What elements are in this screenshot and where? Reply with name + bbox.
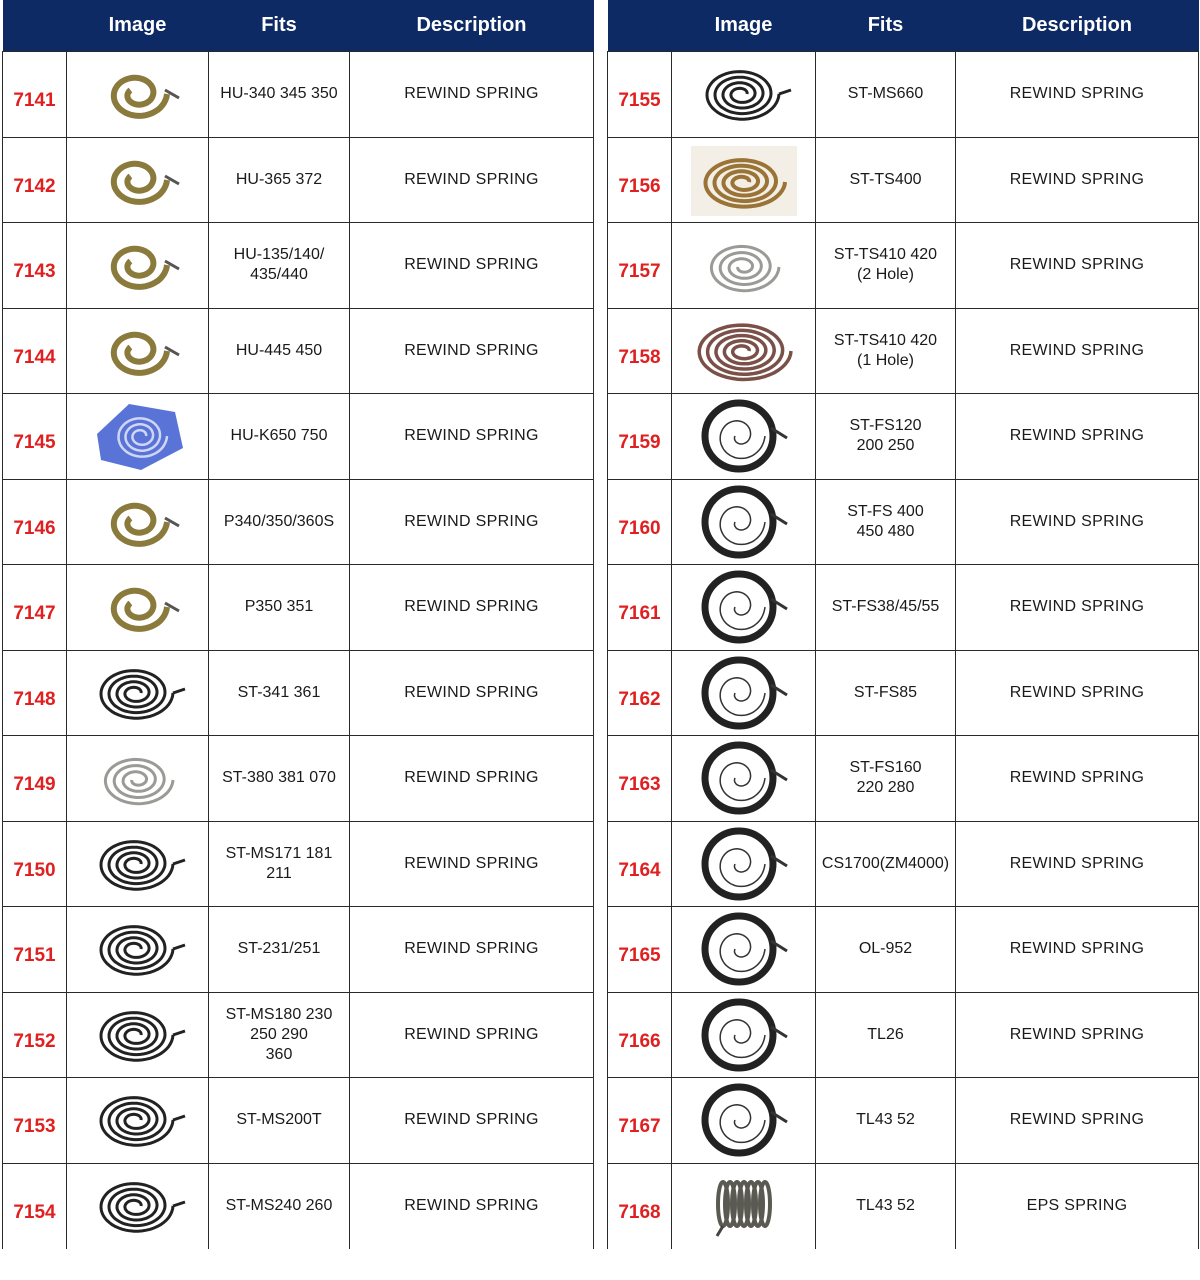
part-description: REWIND SPRING (956, 394, 1199, 480)
part-description: REWIND SPRING (350, 52, 594, 138)
part-code: 7151 (3, 907, 67, 993)
part-code: 7156 (608, 137, 672, 223)
table-row (3, 1078, 594, 1164)
part-description: REWIND SPRING (956, 479, 1199, 565)
part-image (67, 223, 209, 309)
table-row (608, 907, 1199, 993)
part-fits: ST-FS85 (816, 650, 956, 736)
silver-spring-icon (689, 227, 799, 303)
table-row (608, 52, 1199, 138)
table-row (608, 479, 1199, 565)
header-code (608, 0, 672, 52)
table-row (3, 992, 594, 1078)
table-header-row (3, 0, 594, 52)
part-fits: ST-MS240 260 (209, 1163, 350, 1249)
part-fits: ST-380 381 070 (209, 736, 350, 822)
table-row (608, 992, 1199, 1078)
black-spring-icon (83, 655, 193, 731)
table-row (608, 650, 1199, 736)
part-image (672, 1163, 816, 1249)
part-image (67, 52, 209, 138)
black-spring-icon (689, 56, 799, 132)
brass-spring-icon (83, 484, 193, 560)
open-black-spring-icon (689, 997, 799, 1073)
table-row (608, 223, 1199, 309)
part-description: REWIND SPRING (956, 52, 1199, 138)
table-row (608, 736, 1199, 822)
parts-table-right (607, 0, 1199, 1249)
part-description: REWIND SPRING (350, 308, 594, 394)
part-fits: ST-FS160 220 280 (816, 736, 956, 822)
part-description: REWIND SPRING (956, 907, 1199, 993)
part-code: 7165 (608, 907, 672, 993)
brass-spring-icon (83, 313, 193, 389)
part-description: REWIND SPRING (350, 394, 594, 480)
part-image (672, 565, 816, 651)
part-code: 7146 (3, 479, 67, 565)
part-fits: ST-FS 400 450 480 (816, 479, 956, 565)
open-black-spring-icon (689, 740, 799, 816)
part-code: 7168 (608, 1163, 672, 1249)
blue-spring-cassette-icon (83, 398, 193, 474)
table-row (3, 565, 594, 651)
table-row (3, 137, 594, 223)
part-description: REWIND SPRING (956, 650, 1199, 736)
part-fits: ST-TS410 420 (1 Hole) (816, 308, 956, 394)
part-code: 7159 (608, 394, 672, 480)
part-description: REWIND SPRING (350, 1078, 594, 1164)
part-fits: ST-MS180 230 250 290 360 (209, 992, 350, 1078)
part-fits: ST-TS410 420 (2 Hole) (816, 223, 956, 309)
part-image (67, 650, 209, 736)
part-code: 7145 (3, 394, 67, 480)
open-black-spring-icon (689, 484, 799, 560)
table-row (608, 394, 1199, 480)
part-fits: ST-FS120 200 250 (816, 394, 956, 480)
part-fits: ST-FS38/45/55 (816, 565, 956, 651)
part-description: REWIND SPRING (956, 308, 1199, 394)
part-code: 7149 (3, 736, 67, 822)
part-code: 7161 (608, 565, 672, 651)
part-code: 7144 (3, 308, 67, 394)
part-fits: CS1700(ZM4000) (816, 821, 956, 907)
part-fits: ST-MS171 181 211 (209, 821, 350, 907)
table-row (3, 821, 594, 907)
table-row (608, 137, 1199, 223)
part-code: 7158 (608, 308, 672, 394)
part-image (67, 821, 209, 907)
table-header-row (608, 0, 1199, 52)
part-code: 7157 (608, 223, 672, 309)
part-description: REWIND SPRING (350, 821, 594, 907)
part-description: REWIND SPRING (350, 137, 594, 223)
gold-spring-icon (689, 142, 799, 218)
part-code: 7154 (3, 1163, 67, 1249)
coil-spring-icon (689, 1168, 799, 1244)
part-code: 7141 (3, 52, 67, 138)
part-image (672, 394, 816, 480)
part-fits: HU-445 450 (209, 308, 350, 394)
part-description: REWIND SPRING (350, 907, 594, 993)
part-image (672, 821, 816, 907)
part-code: 7162 (608, 650, 672, 736)
part-fits: HU-365 372 (209, 137, 350, 223)
part-image (67, 1078, 209, 1164)
part-code: 7152 (3, 992, 67, 1078)
table-row (608, 821, 1199, 907)
black-spring-icon (83, 826, 193, 902)
open-black-spring-icon (689, 655, 799, 731)
part-code: 7143 (3, 223, 67, 309)
part-description: REWIND SPRING (350, 565, 594, 651)
part-code: 7167 (608, 1078, 672, 1164)
header-description: Description (350, 0, 594, 52)
header-fits: Fits (209, 0, 350, 52)
part-code: 7153 (3, 1078, 67, 1164)
part-fits: P340/350/360S (209, 479, 350, 565)
brass-spring-icon (83, 569, 193, 645)
brass-spring-icon (83, 56, 193, 132)
part-code: 7147 (3, 565, 67, 651)
part-code: 7142 (3, 137, 67, 223)
part-fits: ST-MS660 (816, 52, 956, 138)
part-description: REWIND SPRING (350, 479, 594, 565)
part-image (672, 992, 816, 1078)
table-row (3, 308, 594, 394)
black-spring-icon (83, 997, 193, 1073)
open-black-spring-icon (689, 826, 799, 902)
part-code: 7150 (3, 821, 67, 907)
header-code (3, 0, 67, 52)
brass-spring-icon (83, 227, 193, 303)
part-fits: HU-135/140/ 435/440 (209, 223, 350, 309)
part-description: REWIND SPRING (350, 992, 594, 1078)
header-image: Image (672, 0, 816, 52)
part-image (672, 137, 816, 223)
part-description: REWIND SPRING (956, 736, 1199, 822)
part-code: 7163 (608, 736, 672, 822)
part-image (67, 308, 209, 394)
part-description: REWIND SPRING (956, 565, 1199, 651)
brass-spring-icon (83, 142, 193, 218)
part-description: EPS SPRING (956, 1163, 1199, 1249)
part-fits: ST-TS400 (816, 137, 956, 223)
open-black-spring-icon (689, 911, 799, 987)
table-row (3, 907, 594, 993)
table-row (3, 394, 594, 480)
part-description: REWIND SPRING (956, 992, 1199, 1078)
part-description: REWIND SPRING (956, 1078, 1199, 1164)
part-description: REWIND SPRING (350, 1163, 594, 1249)
header-description: Description (956, 0, 1199, 52)
part-code: 7166 (608, 992, 672, 1078)
part-image (672, 736, 816, 822)
table-row (3, 1163, 594, 1249)
part-fits: ST-341 361 (209, 650, 350, 736)
open-black-spring-icon (689, 569, 799, 645)
table-row (608, 308, 1199, 394)
black-spring-icon (83, 1082, 193, 1158)
part-image (67, 394, 209, 480)
part-image (67, 1163, 209, 1249)
part-image (672, 308, 816, 394)
part-description: REWIND SPRING (956, 223, 1199, 309)
part-fits: ST-MS200T (209, 1078, 350, 1164)
part-code: 7148 (3, 650, 67, 736)
part-fits: TL43 52 (816, 1078, 956, 1164)
table-row (608, 1163, 1199, 1249)
copper-spring-icon (689, 313, 799, 389)
part-image (672, 223, 816, 309)
part-description: REWIND SPRING (350, 223, 594, 309)
open-black-spring-icon (689, 398, 799, 474)
header-image: Image (67, 0, 209, 52)
part-image (67, 736, 209, 822)
part-image (672, 907, 816, 993)
part-description: REWIND SPRING (956, 821, 1199, 907)
table-row (3, 223, 594, 309)
black-spring-icon (83, 911, 193, 987)
part-description: REWIND SPRING (956, 137, 1199, 223)
table-row (3, 52, 594, 138)
part-fits: P350 351 (209, 565, 350, 651)
part-description: REWIND SPRING (350, 736, 594, 822)
part-fits: HU-340 345 350 (209, 52, 350, 138)
table-row (3, 736, 594, 822)
part-fits: HU-K650 750 (209, 394, 350, 480)
table-row (3, 650, 594, 736)
table-row (608, 1078, 1199, 1164)
part-image (672, 479, 816, 565)
table-row (608, 565, 1199, 651)
silver-spring-icon (83, 740, 193, 816)
part-image (67, 907, 209, 993)
part-image (672, 650, 816, 736)
part-fits: TL26 (816, 992, 956, 1078)
part-description: REWIND SPRING (350, 650, 594, 736)
part-image (67, 137, 209, 223)
open-black-spring-icon (689, 1082, 799, 1158)
part-fits: TL43 52 (816, 1163, 956, 1249)
black-spring-icon (83, 1168, 193, 1244)
table-row (3, 479, 594, 565)
part-fits: OL-952 (816, 907, 956, 993)
parts-table-left (2, 0, 594, 1249)
part-image (672, 52, 816, 138)
part-code: 7155 (608, 52, 672, 138)
part-image (67, 479, 209, 565)
part-image (672, 1078, 816, 1164)
header-fits: Fits (816, 0, 956, 52)
part-code: 7164 (608, 821, 672, 907)
part-code: 7160 (608, 479, 672, 565)
part-image (67, 992, 209, 1078)
part-fits: ST-231/251 (209, 907, 350, 993)
part-image (67, 565, 209, 651)
